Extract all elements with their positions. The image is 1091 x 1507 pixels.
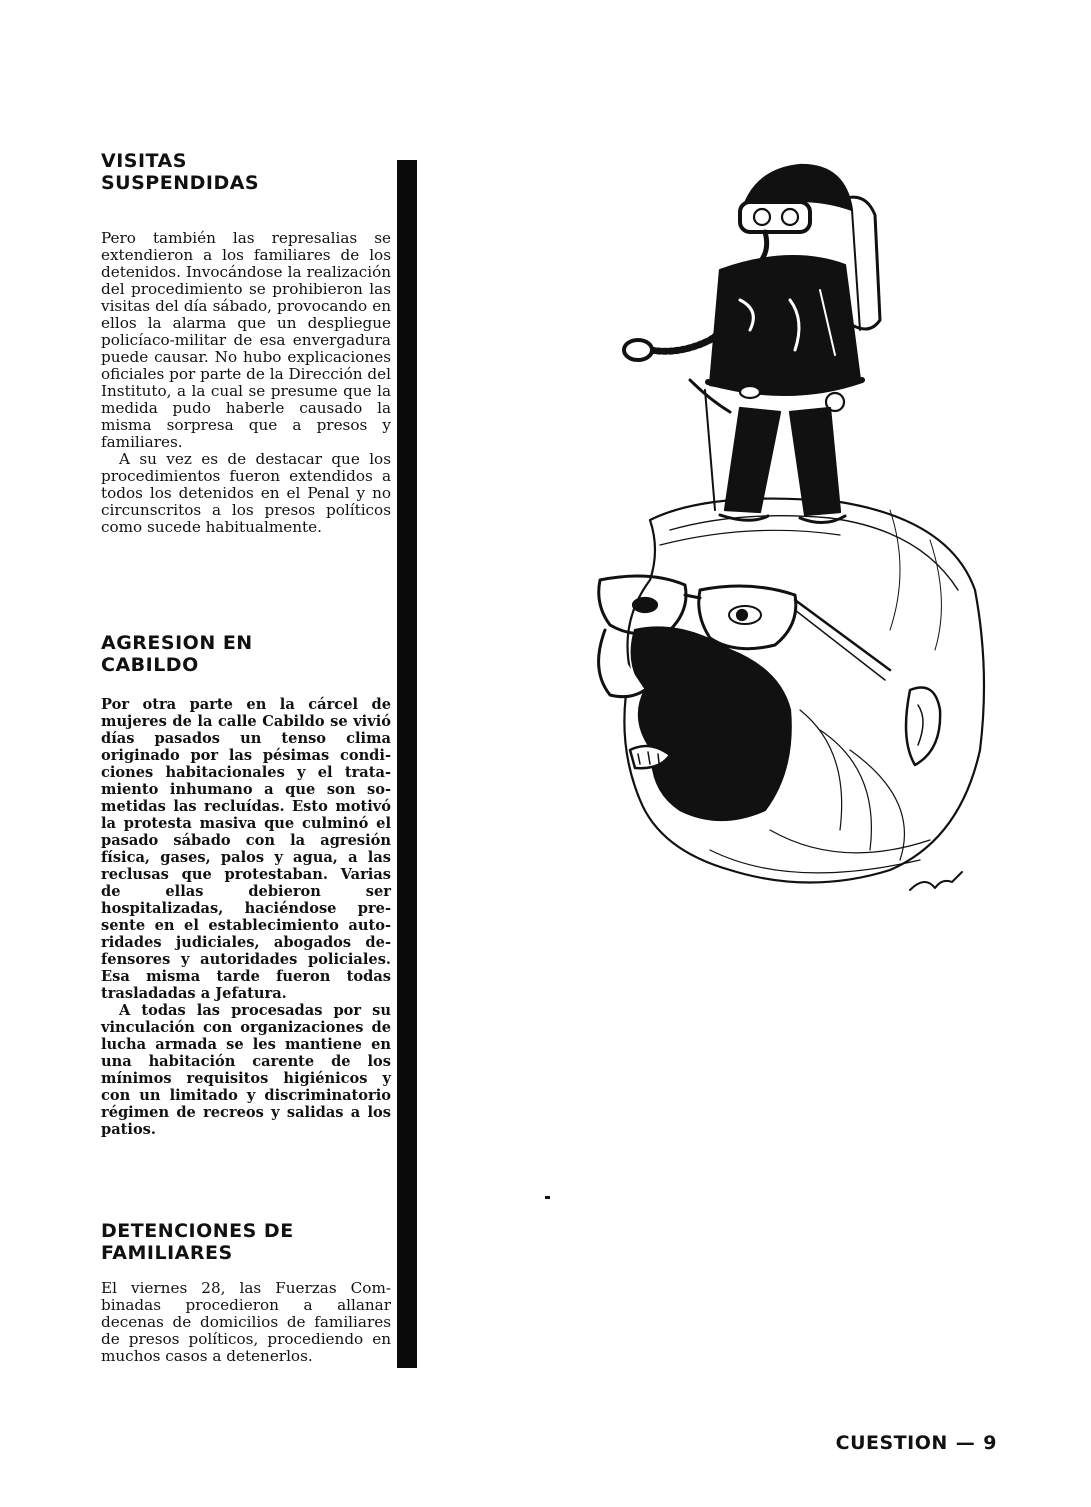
ink-drawing-illustration bbox=[590, 150, 1010, 910]
section-heading: AGRESION EN CABILDO bbox=[101, 632, 253, 676]
paragraph: A todas las procesadas por su vinculación con organizaciones de lucha armada se les mantiene en una habitación carente de los mínimos requisitos higiénicos y con un limitado y discriminatorio régimen de recreos y salidas a los patios. bbox=[101, 1002, 391, 1138]
paragraph: Por otra parte en la cárcel de mujeres de la calle Cabildo se vivió días pasados un tenso clima originado por las pésimas condiciones habitacionales y el tratamiento inhumano a que son sometidas las recluídas. Esto motivó la protesta masiva que culminó el pasado sábado con la agresión física, gases, palos y agua, a las reclusas que protestaban. Varias de ellas debieron ser hospitalizadas, haciéndose presente en el establecimiento autoridades judiciales, abogados defensores y autoridades policiales. Esa misma tarde fueron todas trasladadas a Jefatura. bbox=[101, 696, 391, 1002]
section-heading: DETENCIONES DE FAMILIARES bbox=[101, 1220, 294, 1264]
section-agresion-en-cabildo bbox=[101, 632, 391, 1138]
section-heading: VISITAS SUSPENDIDAS bbox=[101, 150, 260, 194]
paragraph: Pero también las represalias se extendieron a los familiares de los detenidos. Invocándose la realización del procedimiento se prohibieron las visitas del día sábado, provocando en ellos la alarma que un despliegue policíaco-militar de esa envergadura puede causar. No hubo explicaciones oficiales por parte de la Dirección del Instituto, a la cual se presume que la medida pudo haberle causado la misma sorpresa que a presos y familiares. bbox=[101, 229, 391, 451]
magazine-name: CUESTION bbox=[835, 1432, 948, 1454]
section-detenciones-de-familiares bbox=[101, 1220, 391, 1365]
footer-dash: — bbox=[955, 1432, 976, 1454]
section-visitas-suspendidas bbox=[101, 150, 391, 536]
vertical-rule bbox=[397, 160, 417, 1368]
page-number: 9 bbox=[983, 1432, 997, 1454]
paragraph: El viernes 28, las Fuerzas Combinadas procedieron a allanar decenas de domicilios de familiares de presos políticos, procediendo en muchos casos a detenerlos. bbox=[101, 1279, 391, 1365]
page-footer bbox=[836, 1432, 997, 1454]
print-speck bbox=[545, 1196, 550, 1199]
paragraph: A su vez es de destacar que los procedimientos fueron extendidos a todos los detenidos en el Penal y no circunscritos a los presos políticos como sucede habitualmente. bbox=[101, 450, 391, 536]
